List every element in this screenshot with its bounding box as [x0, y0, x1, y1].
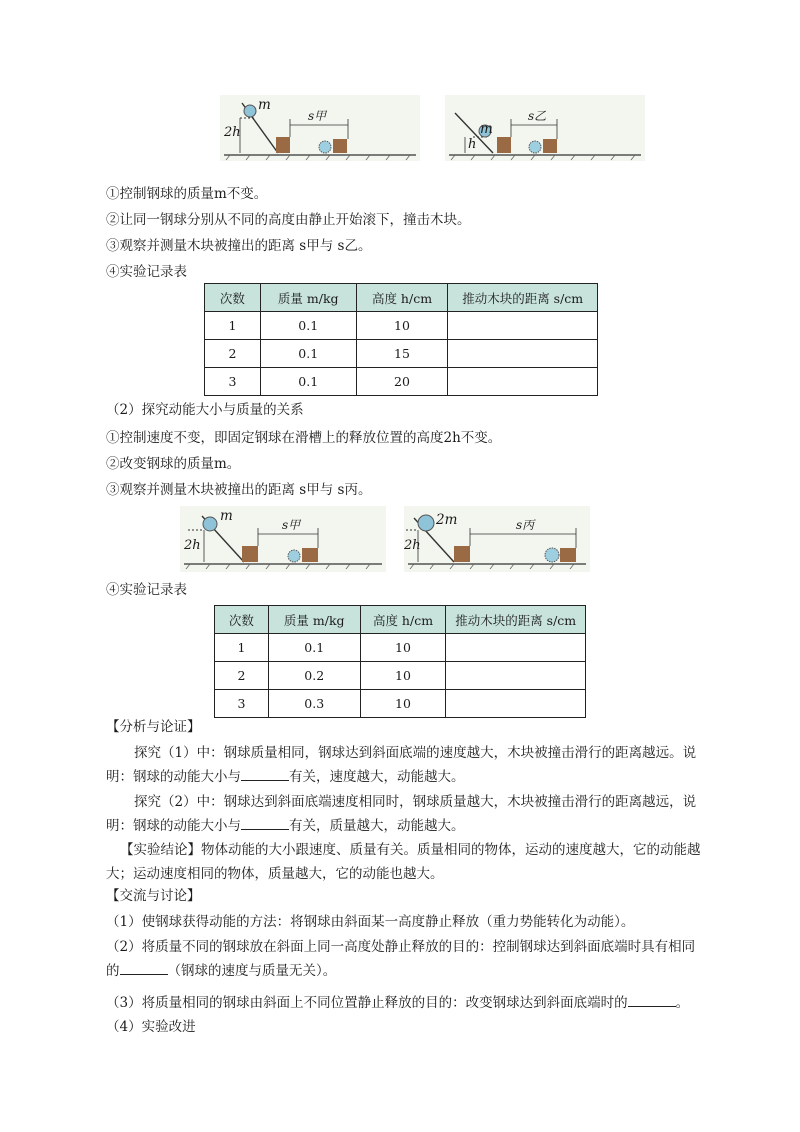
- analysis-p2-tail: 有关，质量越大，动能越大。: [289, 818, 465, 834]
- label-right2-m: 2m: [436, 512, 458, 528]
- discussion-d3-text: （3）将质量相同的钢球由斜面上不同位置静止释放的目的：改变钢球达到斜面底端时的: [106, 995, 628, 1011]
- part2-step3: ③观察并测量木块被撞出的距离 s甲与 s丙。: [106, 482, 372, 498]
- label-right-m: m: [480, 121, 493, 137]
- cell: 0.2: [268, 662, 360, 690]
- label-right2-s: s丙: [516, 518, 535, 532]
- figure-speed-experiment: [220, 95, 645, 161]
- cell: 2: [205, 340, 261, 368]
- part2-step2: ②改变钢球的质量m。: [106, 456, 241, 472]
- cell: 0.1: [260, 340, 356, 368]
- label-right-h: h: [468, 137, 477, 152]
- label-left2-m: m: [220, 508, 233, 524]
- header-mass: 质量 m/kg: [268, 606, 360, 634]
- part1-step1: ①控制钢球的质量m不变。: [106, 186, 268, 202]
- cell: [448, 368, 598, 396]
- cell: 3: [215, 690, 269, 718]
- answer-blank[interactable]: [241, 815, 289, 830]
- analysis-heading: 【分析与论证】: [106, 719, 201, 735]
- part2-step4: ④实验记录表: [106, 582, 187, 598]
- header-height: 高度 h/cm: [356, 284, 448, 312]
- discussion-item-4: （4）实验改进: [106, 1019, 196, 1035]
- label-right-s: s乙: [528, 109, 547, 123]
- table-header-row: [205, 284, 598, 312]
- cell: [446, 634, 586, 662]
- analysis-p2-text: 探究（2）中：钢球达到斜面底端速度相同时，钢球质量越大，木块被撞击滑行的距离越远，说明：钢球的动能大小与: [106, 794, 697, 834]
- cell: [448, 312, 598, 340]
- discussion-d2-tail: （钢球的速度与质量无关）。: [167, 963, 337, 979]
- label-right2-h: 2h: [404, 538, 421, 553]
- cell: 2: [215, 662, 269, 690]
- part2-step1: ①控制速度不变，即固定钢球在滑槽上的释放位置的高度2h不变。: [106, 430, 502, 446]
- cell: [446, 690, 586, 718]
- table-row: [205, 340, 598, 368]
- discussion-item-3: [106, 992, 689, 1013]
- part1-step2: ②让同一钢球分别从不同的高度由静止开始滚下，撞击木块。: [106, 212, 471, 228]
- diagram-left-2h: [220, 95, 420, 161]
- part1-step3: ③观察并测量木块被撞出的距离 s甲与 s乙。: [106, 238, 372, 254]
- cell: 10: [360, 634, 446, 662]
- diagram-right-2m: [404, 506, 590, 572]
- cell: 15: [356, 340, 448, 368]
- header-height: 高度 h/cm: [360, 606, 446, 634]
- answer-blank[interactable]: [241, 766, 289, 781]
- cell: 10: [356, 312, 448, 340]
- cell: 3: [205, 368, 261, 396]
- part1-step4: ④实验记录表: [106, 264, 187, 280]
- label-left-m: m: [258, 97, 271, 113]
- discussion-heading: 【交流与讨论】: [106, 888, 201, 904]
- cell: 20: [356, 368, 448, 396]
- header-distance: 推动木块的距离 s/cm: [446, 606, 586, 634]
- answer-blank[interactable]: [120, 960, 168, 975]
- cell: 10: [360, 690, 446, 718]
- header-count: 次数: [205, 284, 261, 312]
- part2-title: （2）探究动能大小与质量的关系: [106, 402, 304, 418]
- cell: 0.1: [260, 368, 356, 396]
- header-mass: 质量 m/kg: [260, 284, 356, 312]
- table-row: [205, 368, 598, 396]
- cell: [446, 662, 586, 690]
- table-header-row: [215, 606, 586, 634]
- answer-blank[interactable]: [628, 992, 676, 1007]
- cell: 0.1: [260, 312, 356, 340]
- label-left2-h: 2h: [184, 538, 201, 553]
- header-count: 次数: [215, 606, 269, 634]
- discussion-d2-text: （2）将质量不同的钢球放在斜面上同一高度处静止释放的目的：控制钢球达到斜面底端时具有相同的: [106, 939, 696, 979]
- table-row: [205, 312, 598, 340]
- table-row: [215, 634, 586, 662]
- analysis-paragraph-2: [106, 790, 706, 838]
- analysis-paragraph-1: [106, 741, 706, 789]
- discussion-d3-tail: 。: [675, 995, 690, 1011]
- cell: 10: [360, 662, 446, 690]
- cell: [448, 340, 598, 368]
- analysis-p1-tail: 有关，速度越大，动能越大。: [289, 769, 465, 785]
- label-left-h: 2h: [224, 125, 241, 140]
- cell: 1: [205, 312, 261, 340]
- label-left-s: s甲: [308, 109, 327, 123]
- discussion-item-2: [106, 935, 706, 983]
- header-distance: 推动木块的距离 s/cm: [448, 284, 598, 312]
- analysis-p1-text: 探究（1）中：钢球质量相同，钢球达到斜面底端的速度越大，木块被撞击滑行的距离越远。说明：钢球的动能大小与: [106, 745, 697, 785]
- table-row: [215, 662, 586, 690]
- cell: 0.1: [268, 634, 360, 662]
- cell: 0.3: [268, 690, 360, 718]
- discussion-item-1: （1）使钢球获得动能的方法：将钢球由斜面某一高度静止释放（重力势能转化为动能）。: [106, 914, 635, 930]
- table-row: [215, 690, 586, 718]
- record-table-2: [214, 605, 586, 718]
- figure-mass-experiment: [180, 506, 590, 572]
- cell: 1: [215, 634, 269, 662]
- conclusion-paragraph: 【实验结论】物体动能的大小跟速度、质量有关。质量相同的物体，运动的速度越大，它的动能越大；运动速度相同的物体，质量越大，它的动能也越大。: [106, 842, 701, 882]
- label-left2-s: s甲: [282, 518, 301, 532]
- record-table-1: [204, 283, 598, 396]
